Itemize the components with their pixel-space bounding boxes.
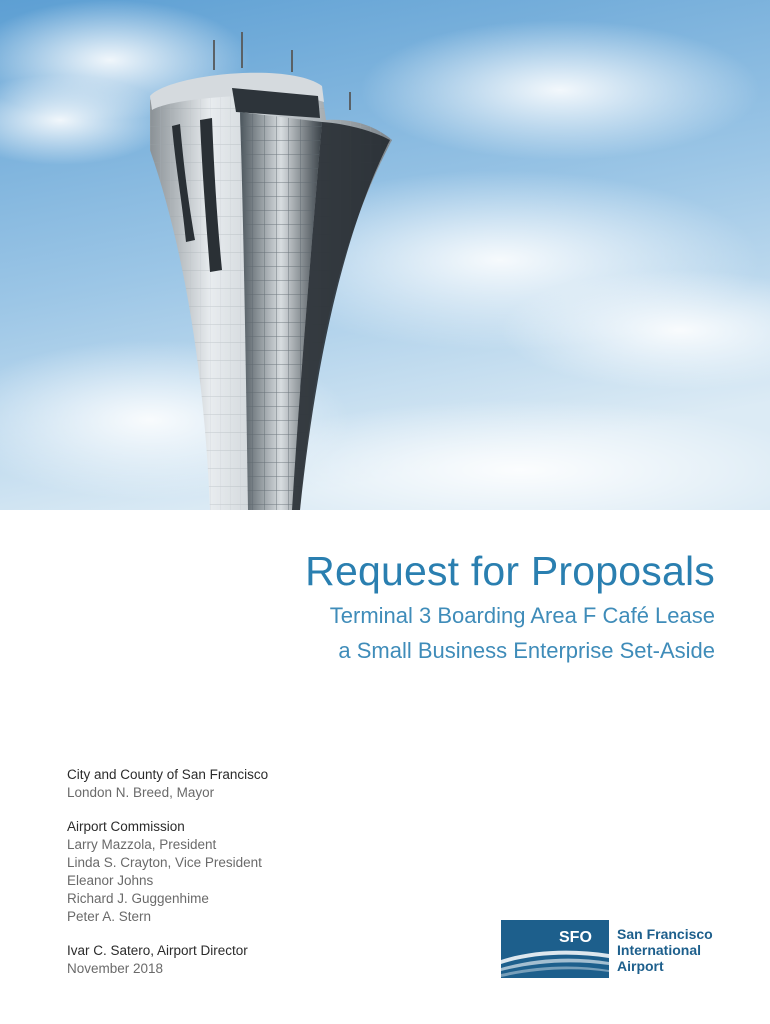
director-name: Ivar C. Satero, Airport Director: [67, 943, 248, 958]
document-date: November 2018: [67, 961, 164, 976]
commission-member: Linda S. Crayton, Vice President: [67, 855, 262, 870]
hero-image: [0, 0, 770, 510]
document-title: Request for Proposals: [305, 548, 715, 594]
sfo-logo: [501, 920, 721, 980]
control-tower-illustration: [0, 0, 770, 510]
commission-member: Eleanor Johns: [67, 873, 154, 888]
commission-member: Richard J. Guggenhime: [67, 891, 209, 906]
sfo-logo-mark: [501, 920, 609, 978]
director-group: [67, 942, 268, 978]
document-subtitle-line-1: Terminal 3 Boarding Area F Café Lease: [329, 603, 715, 628]
sfo-logo-wordmark: [617, 926, 713, 974]
city-group: [67, 766, 268, 802]
commission-heading: Airport Commission: [67, 819, 185, 834]
logo-line-3: Airport: [617, 958, 664, 974]
logo-line-2: International: [617, 942, 702, 958]
city-heading: City and County of San Francisco: [67, 767, 269, 782]
mayor-line: London N. Breed, Mayor: [67, 785, 215, 800]
sfo-logo-mark-text: SFO: [559, 929, 592, 946]
officials-block: [67, 766, 268, 994]
commission-group: [67, 818, 268, 926]
commission-member: Larry Mazzola, President: [67, 837, 217, 852]
commission-member: Peter A. Stern: [67, 909, 152, 924]
logo-line-1: San Francisco: [617, 926, 713, 942]
document-subtitle-line-2: a Small Business Enterprise Set-Aside: [338, 638, 715, 663]
